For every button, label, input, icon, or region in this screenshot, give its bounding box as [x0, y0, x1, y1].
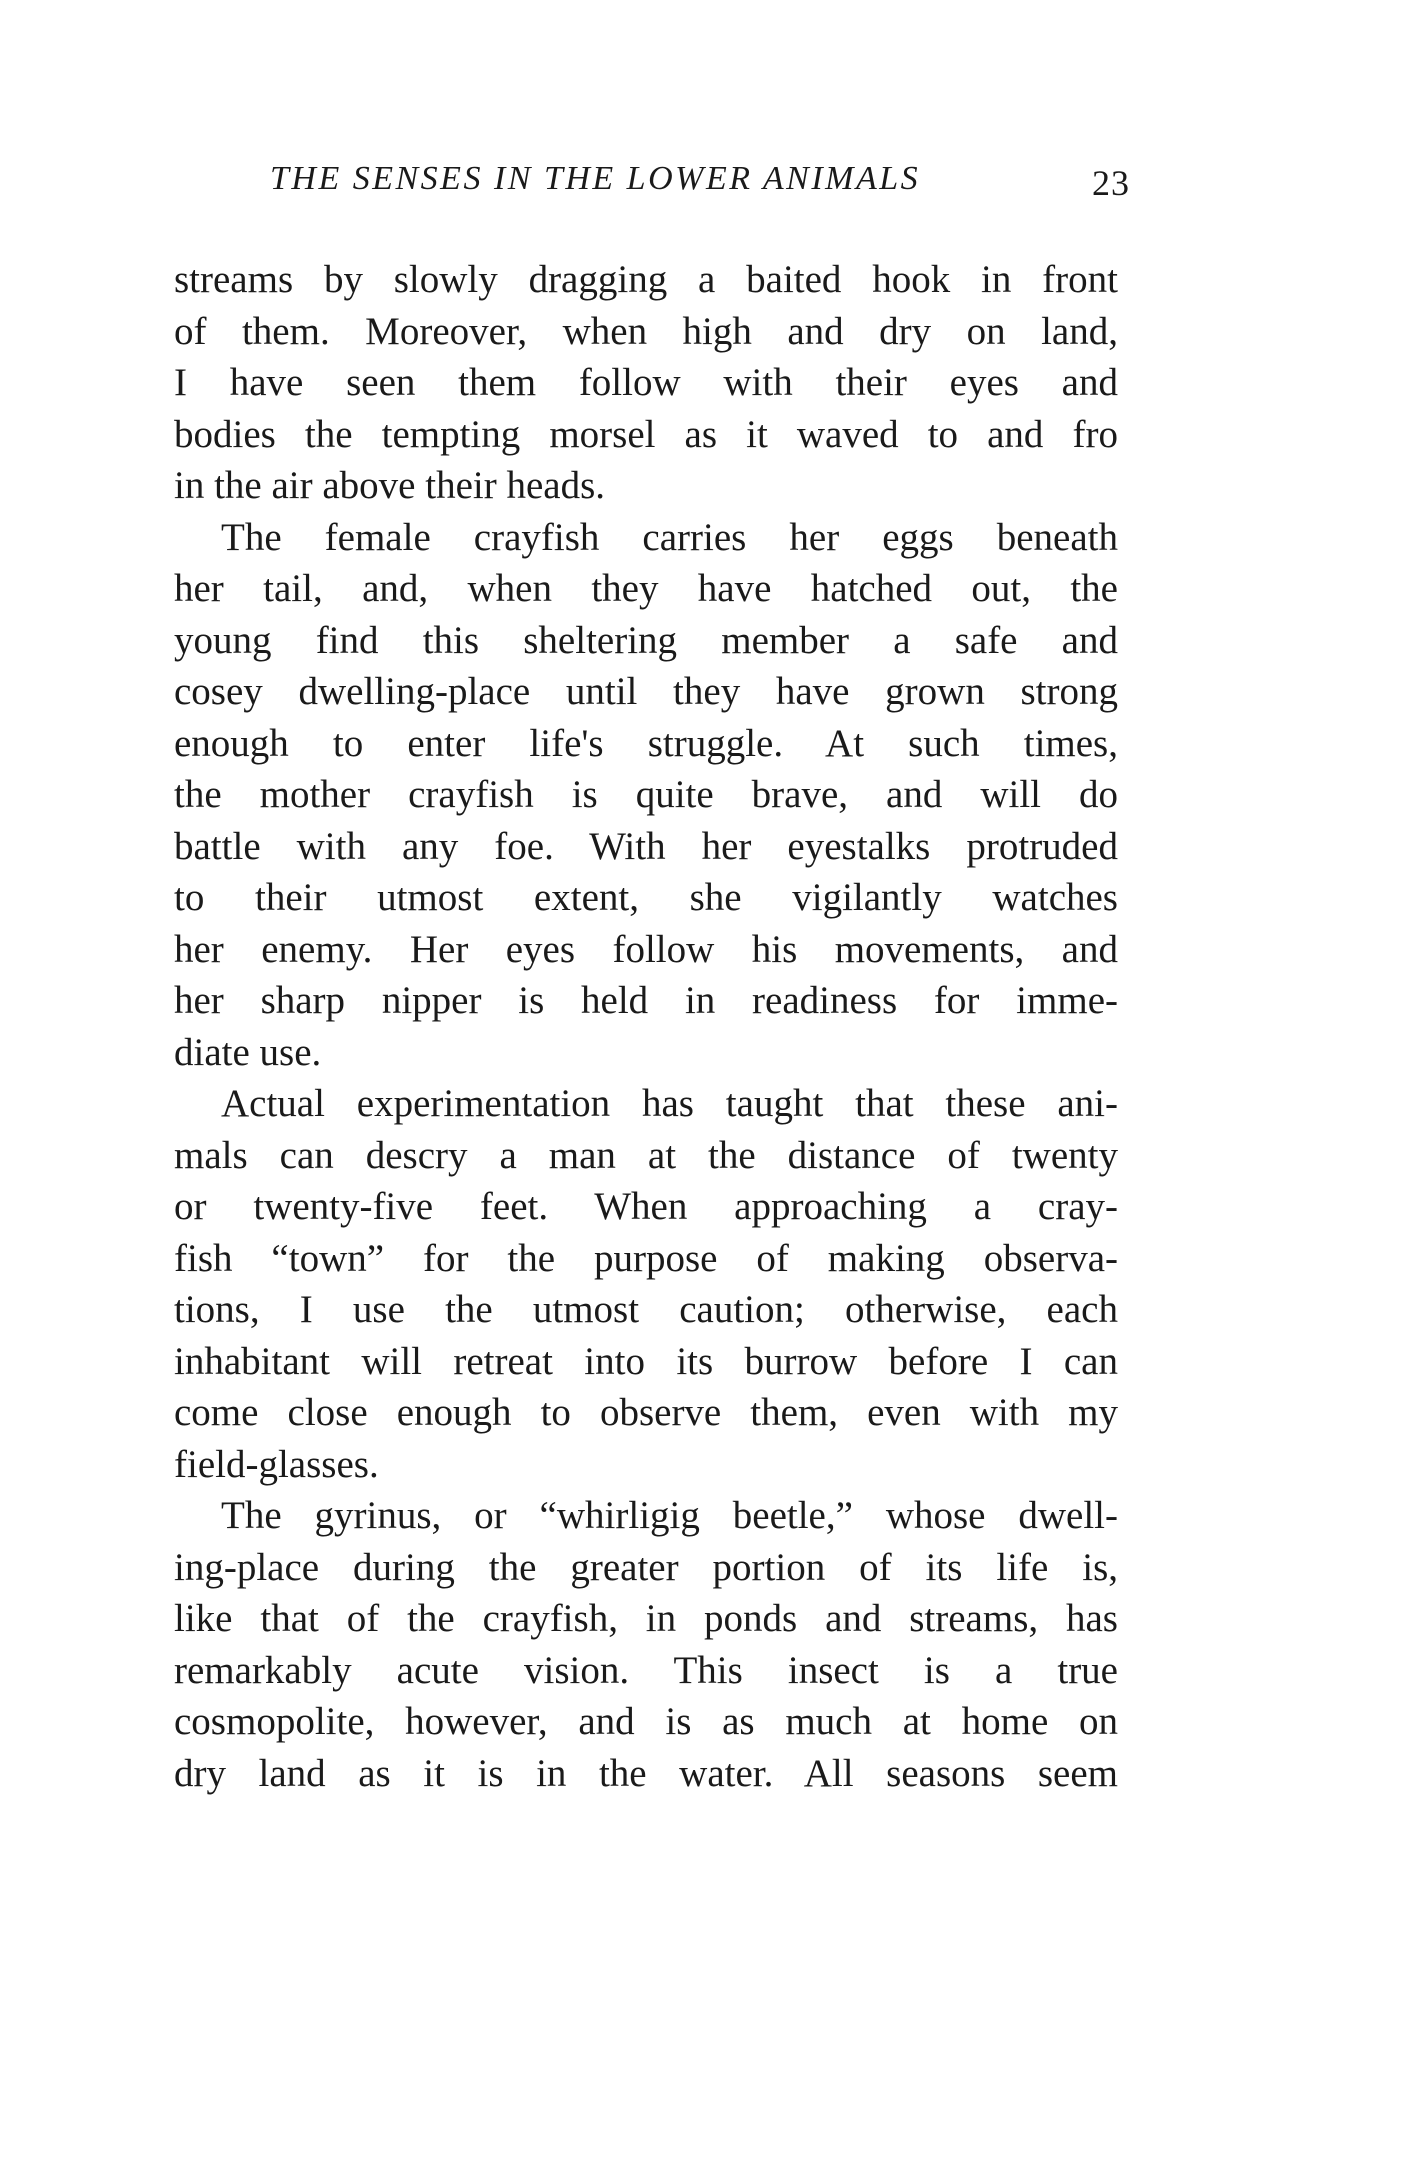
text-line: remarkably acute vision. This insect is a true — [174, 1648, 1118, 1692]
text-line: battle with any foe. With her eyestalks protruded — [174, 824, 1118, 868]
text-line: young find this sheltering member a safe and — [174, 618, 1118, 662]
text-line: dry land as it is in the water. All seasons seem — [174, 1751, 1118, 1795]
text-line: of them. Moreover, when high and dry on land, — [174, 309, 1118, 353]
running-title: THE SENSES IN THE LOWER ANIMALS — [270, 160, 921, 197]
body-text — [174, 254, 1118, 1799]
text-line: The female crayfish carries her eggs beneath — [221, 515, 1118, 559]
text-line: or twenty-five feet. When approaching a cray- — [174, 1185, 1118, 1228]
text-line: ing-place during the greater portion of its life is, — [174, 1545, 1118, 1589]
text-line: cosmopolite, however, and is as much at home on — [174, 1700, 1118, 1743]
text-line: diate use. — [174, 1030, 322, 1074]
text-line: cosey dwelling-place until they have grown strong — [174, 670, 1118, 713]
text-line: Actual experimentation has taught that these ani- — [221, 1082, 1118, 1125]
text-line: her sharp nipper is held in readiness for imme- — [174, 979, 1118, 1022]
text-line: enough to enter life's struggle. At such times, — [174, 721, 1118, 765]
text-line: I have seen them follow with their eyes and — [174, 361, 1118, 404]
text-line: to their utmost extent, she vigilantly watches — [174, 876, 1118, 919]
text-line: the mother crayfish is quite brave, and will do — [174, 773, 1118, 816]
text-line: streams by slowly dragging a baited hook in front — [174, 258, 1118, 301]
page-number: 23 — [1092, 163, 1130, 203]
text-line: like that of the crayfish, in ponds and streams, has — [174, 1597, 1118, 1640]
text-line: mals can descry a man at the distance of twenty — [174, 1133, 1118, 1177]
text-line: in the air above their heads. — [174, 464, 605, 507]
running-head — [270, 160, 1130, 210]
text-line: fish “town” for the purpose of making observa- — [174, 1236, 1118, 1280]
text-line: inhabitant will retreat into its burrow before I can — [174, 1339, 1118, 1383]
text-line: her enemy. Her eyes follow his movements, and — [174, 927, 1118, 971]
text-line: bodies the tempting morsel as it waved to and fro — [174, 412, 1118, 456]
text-line: field-glasses. — [174, 1442, 379, 1486]
text-line: her tail, and, when they have hatched out, the — [174, 567, 1118, 610]
text-line: The gyrinus, or “whirligig beetle,” whose dwell- — [221, 1494, 1118, 1537]
text-line: come close enough to observe them, even with my — [174, 1391, 1118, 1434]
text-line: tions, I use the utmost caution; otherwise, each — [174, 1288, 1118, 1331]
